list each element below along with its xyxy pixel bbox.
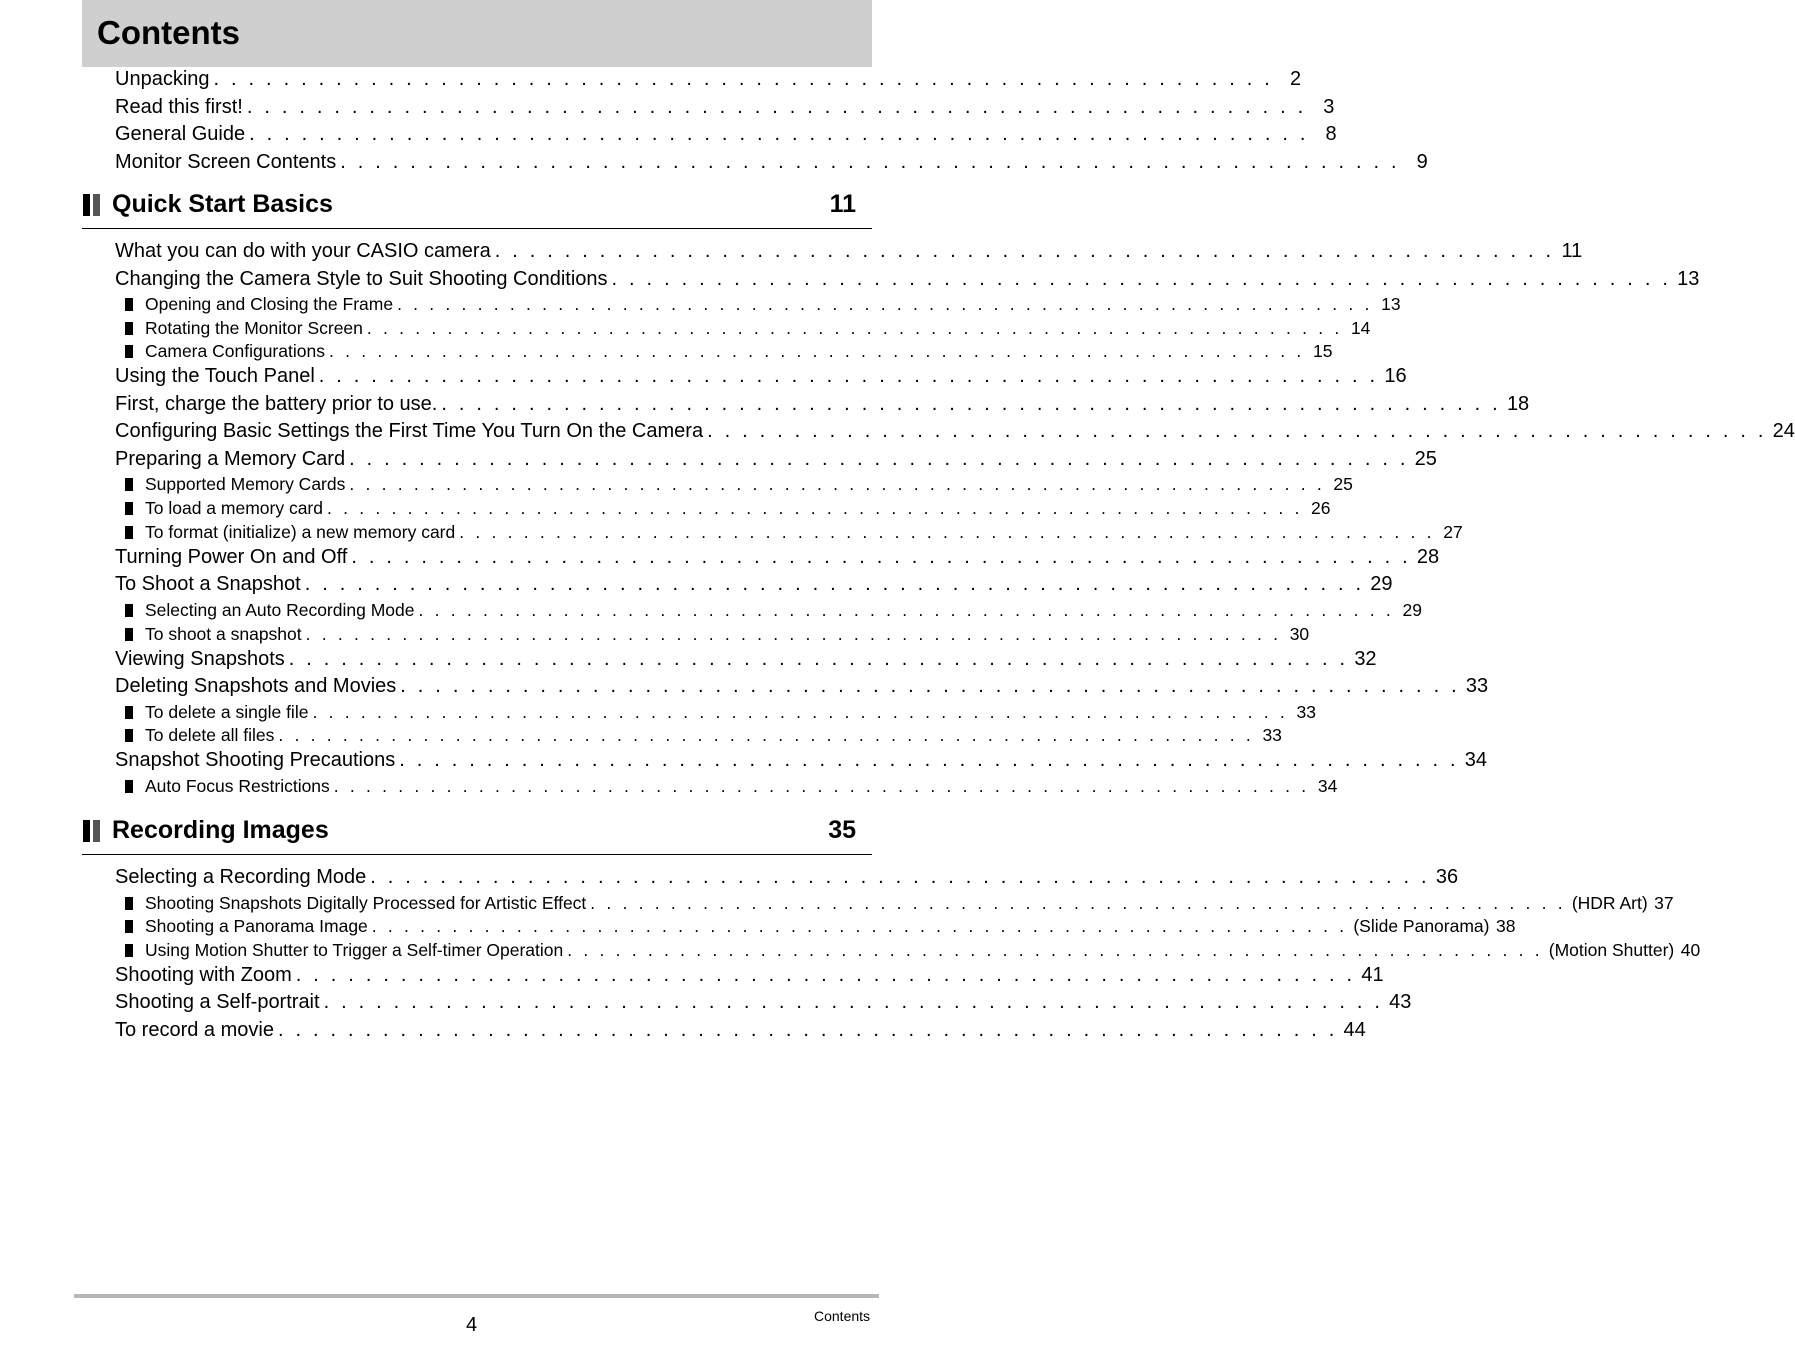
entry-page-number: 44 <box>1343 1018 1366 1041</box>
entry-label: Shooting a Self-portrait <box>115 991 320 1014</box>
entry-page-number: 34 <box>1317 775 1338 796</box>
toc-entry[interactable] <box>115 150 1428 177</box>
dot-leader: . . . . . . . . . . . . . . . . . . . . . . . . . . . . . . . . . . . . . . . . . . . . . . . . . . . . . . . . . . . . . <box>351 545 1411 568</box>
entry-label: Rotating the Monitor Screen <box>145 317 363 338</box>
entry-label: Changing the Camera Style to Suit Shooting Conditions <box>115 267 608 290</box>
section-page-number: 35 <box>828 816 856 844</box>
dot-leader: . . . . . . . . . . . . . . . . . . . . . . . . . . . . . . . . . . . . . . . . . . . . . . . . . . . . . . . . . . . . . <box>400 675 1460 697</box>
entry-page-number: 37 <box>1654 892 1674 913</box>
dot-leader: . . . . . . . . . . . . . . . . . . . . . . . . . . . . . . . . . . . . . . . . . . . . . . . . . . . . . . . . . . . . . <box>295 963 1356 986</box>
section-title: Quick Start Basics <box>112 190 333 218</box>
square-bullet-icon <box>125 706 133 719</box>
dot-leader: . . . . . . . . . . . . . . . . . . . . . . . . . . . . . . . . . . . . . . . . . . . . . . . . . . . . . . . . . . . . . <box>318 365 1379 388</box>
entry-page-number: 29 <box>1370 573 1393 596</box>
square-bullet-icon <box>125 729 133 742</box>
page-title: Contents <box>97 14 240 51</box>
entry-label: Shooting Snapshots Digitally Processed for Artistic Effect <box>145 892 587 913</box>
square-bullet-icon <box>125 298 133 311</box>
dot-leader: . . . . . . . . . . . . . . . . . . . . . . . . . . . . . . . . . . . . . . . . . . . . . . . . . . . . . . . . . . . . . <box>418 599 1394 620</box>
toc-subentry[interactable] <box>125 294 1401 320</box>
entry-page-number: 33 <box>1262 725 1282 746</box>
square-bullet-icon <box>125 920 133 933</box>
entry-label: Using the Touch Panel <box>115 365 315 388</box>
toc-subentry[interactable] <box>125 498 1331 524</box>
section-page-number: 11 <box>829 190 856 218</box>
dot-leader: . . . . . . . . . . . . . . . . . . . . . . . . . . . . . . . . . . . . . . . . . . . . . . . . . . . . . . . . . . . . . <box>371 916 1348 937</box>
dot-leader: . . . . . . . . . . . . . . . . . . . . . . . . . . . . . . . . . . . . . . . . . . . . . . . . . . . . . . . . . . . . . <box>304 573 1365 596</box>
entry-label: Shooting a Panorama Image <box>145 916 368 937</box>
entry-label: Monitor Screen Contents <box>115 150 337 173</box>
entry-page-number: 25 <box>1414 447 1437 470</box>
entry-label: To delete all files <box>145 725 275 746</box>
entry-mode-name: (HDR Art) <box>1571 892 1648 913</box>
dot-leader: . . . . . . . . . . . . . . . . . . . . . . . . . . . . . . . . . . . . . . . . . . . . . . . . . . . . . . . . . . . . . <box>567 939 1543 960</box>
square-bullet-icon <box>125 780 133 793</box>
entry-label: First, charge the battery prior to use. <box>115 392 438 415</box>
section-marker-icon <box>83 194 103 216</box>
toc-entry[interactable] <box>115 991 1412 1017</box>
entry-page-number: 15 <box>1313 341 1333 362</box>
dot-leader: . . . . . . . . . . . . . . . . . . . . . . . . . . . . . . . . . . . . . . . . . . . . . . . . . . . . . . . . . . . . . <box>327 498 1303 519</box>
entry-page-number: 25 <box>1333 474 1353 495</box>
dot-leader: . . . . . . . . . . . . . . . . . . . . . . . . . . . . . . . . . . . . . . . . . . . . . . . . . . . . . . . . . . . . . <box>397 294 1373 314</box>
dot-leader: . . . . . . . . . . . . . . . . . . . . . . . . . . . . . . . . . . . . . . . . . . . . . . . . . . . . . . . . . . . . . <box>459 521 1435 542</box>
entry-label: Viewing Snapshots <box>115 647 285 670</box>
entry-label: Read this first! <box>115 95 243 118</box>
entry-page-number: 33 <box>1296 701 1316 722</box>
toc-subentry[interactable] <box>125 474 1353 500</box>
dot-leader: . . . . . . . . . . . . . . . . . . . . . . . . . . . . . . . . . . . . . . . . . . . . . . . . . . . . . . . . . . . . . <box>707 420 1767 443</box>
dot-leader: . . . . . . . . . . . . . . . . . . . . . . . . . . . . . . . . . . . . . . . . . . . . . . . . . . . . . . . . . . . . . <box>213 68 1274 90</box>
toc-entry[interactable] <box>115 68 1302 94</box>
dot-leader: . . . . . . . . . . . . . . . . . . . . . . . . . . . . . . . . . . . . . . . . . . . . . . . . . . . . . . . . . . . . . <box>366 317 1343 338</box>
entry-page-number: 8 <box>1325 123 1337 145</box>
entry-label: Turning Power On and Off <box>115 545 348 568</box>
toc-subentry[interactable] <box>125 341 1333 367</box>
toc-subentry[interactable] <box>125 892 1674 919</box>
entry-page-number: 24 <box>1772 420 1795 443</box>
toc-entry[interactable] <box>115 447 1437 474</box>
section-heading[interactable] <box>82 818 872 855</box>
dot-leader: . . . . . . . . . . . . . . . . . . . . . . . . . . . . . . . . . . . . . . . . . . . . . . . . . . . . . . . . . . . . . <box>370 866 1430 888</box>
toc-entry[interactable] <box>115 573 1393 599</box>
entry-label: What you can do with your CASIO camera <box>115 240 491 262</box>
toc-entry[interactable] <box>115 647 1377 674</box>
entry-label: To Shoot a Snapshot <box>115 573 301 596</box>
square-bullet-icon <box>125 944 133 957</box>
entry-label: Snapshot Shooting Precautions <box>115 749 396 772</box>
entry-mode-name: (Motion Shutter) <box>1548 939 1675 960</box>
toc-entry[interactable] <box>115 365 1407 391</box>
entry-label: General Guide <box>115 123 246 145</box>
entry-label: To format (initialize) a new memory card <box>145 521 456 542</box>
dot-leader: . . . . . . . . . . . . . . . . . . . . . . . . . . . . . . . . . . . . . . . . . . . . . . . . . . . . . . . . . . . . . <box>494 240 1555 262</box>
toc-subentry[interactable] <box>125 317 1371 344</box>
entry-page-number: 36 <box>1435 866 1459 888</box>
entry-label: Unpacking <box>115 68 210 90</box>
square-bullet-icon <box>125 345 133 358</box>
footer-page-number: 4 <box>466 1314 478 1336</box>
dot-leader: . . . . . . . . . . . . . . . . . . . . . . . . . . . . . . . . . . . . . . . . . . . . . . . . . . . . . . . . . . . . . <box>349 474 1325 495</box>
entry-page-number: 29 <box>1402 599 1422 620</box>
entry-page-number: 13 <box>1381 294 1401 314</box>
section-heading[interactable] <box>82 192 872 229</box>
toc-entry[interactable] <box>115 1018 1366 1045</box>
toc-entry[interactable] <box>115 420 1795 446</box>
entry-label: Auto Focus Restrictions <box>145 775 330 796</box>
entry-page-number: 30 <box>1289 623 1310 644</box>
toc-subentry[interactable] <box>125 521 1463 548</box>
square-bullet-icon <box>125 897 133 910</box>
square-bullet-icon <box>125 478 133 491</box>
dot-leader: . . . . . . . . . . . . . . . . . . . . . . . . . . . . . . . . . . . . . . . . . . . . . . . . . . . . . . . . . . . . . <box>323 991 1384 1014</box>
dot-leader: . . . . . . . . . . . . . . . . . . . . . . . . . . . . . . . . . . . . . . . . . . . . . . . . . . . . . . . . . . . . . <box>288 647 1349 670</box>
footer-divider <box>74 1294 879 1298</box>
entry-label: Selecting a Recording Mode <box>115 866 367 888</box>
toc-entry[interactable] <box>115 963 1384 990</box>
entry-page-number: 41 <box>1361 963 1384 986</box>
square-bullet-icon <box>125 604 133 617</box>
dot-leader: . . . . . . . . . . . . . . . . . . . . . . . . . . . . . . . . . . . . . . . . . . . . . . . . . . . . . . . . . . . . . <box>249 123 1309 145</box>
entry-label: Selecting an Auto Recording Mode <box>145 599 415 620</box>
toc-entry[interactable] <box>115 675 1489 701</box>
entry-label: To delete a single file <box>145 701 309 722</box>
toc-subentry[interactable] <box>125 775 1338 802</box>
dot-leader: . . . . . . . . . . . . . . . . . . . . . . . . . . . . . . . . . . . . . . . . . . . . . . . . . . . . . . . . . . . . . <box>305 623 1282 644</box>
square-bullet-icon <box>125 628 133 641</box>
entry-page-number: 32 <box>1354 647 1377 670</box>
toc-entry[interactable] <box>115 392 1530 419</box>
entry-label: Deleting Snapshots and Movies <box>115 675 397 697</box>
entry-page-number: 11 <box>1561 240 1583 262</box>
square-bullet-icon <box>125 322 133 335</box>
toc-entry[interactable] <box>115 240 1583 266</box>
toc-entry[interactable] <box>115 267 1700 294</box>
dot-leader: . . . . . . . . . . . . . . . . . . . . . . . . . . . . . . . . . . . . . . . . . . . . . . . . . . . . . . . . . . . . . <box>611 267 1672 290</box>
dot-leader: . . . . . . . . . . . . . . . . . . . . . . . . . . . . . . . . . . . . . . . . . . . . . . . . . . . . . . . . . . . . . <box>441 392 1501 415</box>
toc-subentry[interactable] <box>125 916 1516 942</box>
entry-label: Shooting with Zoom <box>115 963 292 986</box>
entry-page-number: 33 <box>1465 675 1489 697</box>
entry-label: To record a movie <box>115 1018 274 1041</box>
toc-entry[interactable] <box>115 545 1440 572</box>
entry-page-number: 16 <box>1384 365 1407 388</box>
entry-label: Preparing a Memory Card <box>115 447 346 470</box>
entry-page-number: 9 <box>1416 150 1428 173</box>
entry-page-number: 38 <box>1496 916 1516 937</box>
dot-leader: . . . . . . . . . . . . . . . . . . . . . . . . . . . . . . . . . . . . . . . . . . . . . . . . . . . . . . . . . . . . . <box>312 701 1288 722</box>
entry-mode-name: (Slide Panorama) <box>1353 916 1490 937</box>
toc-entry[interactable] <box>115 749 1488 775</box>
entry-page-number: 43 <box>1389 991 1412 1014</box>
entry-page-number: 40 <box>1680 939 1701 960</box>
entry-label: Configuring Basic Settings the First Time You Turn On the Camera <box>115 420 704 443</box>
toc-subentry[interactable] <box>125 939 1701 966</box>
dot-leader: . . . . . . . . . . . . . . . . . . . . . . . . . . . . . . . . . . . . . . . . . . . . . . . . . . . . . . . . . . . . . <box>349 447 1409 470</box>
square-bullet-icon <box>125 502 133 515</box>
entry-label: Supported Memory Cards <box>145 474 346 495</box>
dot-leader: . . . . . . . . . . . . . . . . . . . . . . . . . . . . . . . . . . . . . . . . . . . . . . . . . . . . . . . . . . . . . <box>278 725 1254 746</box>
toc-entry[interactable] <box>115 95 1335 122</box>
entry-label: To load a memory card <box>145 498 323 519</box>
toc-subentry[interactable] <box>125 599 1422 626</box>
dot-leader: . . . . . . . . . . . . . . . . . . . . . . . . . . . . . . . . . . . . . . . . . . . . . . . . . . . . . . . . . . . . . <box>246 95 1307 118</box>
toc-subentry[interactable] <box>125 701 1316 728</box>
toc-subentry[interactable] <box>125 623 1310 650</box>
entry-page-number: 18 <box>1506 392 1530 415</box>
entry-page-number: 3 <box>1323 95 1335 118</box>
dot-leader: . . . . . . . . . . . . . . . . . . . . . . . . . . . . . . . . . . . . . . . . . . . . . . . . . . . . . . . . . . . . . <box>333 775 1310 796</box>
title-bar <box>82 0 872 67</box>
dot-leader: . . . . . . . . . . . . . . . . . . . . . . . . . . . . . . . . . . . . . . . . . . . . . . . . . . . . . . . . . . . . . <box>277 1018 1338 1041</box>
entry-label: Using Motion Shutter to Trigger a Self-timer Operation <box>145 939 564 960</box>
entry-page-number: 27 <box>1443 521 1463 542</box>
section-title: Recording Images <box>112 816 329 844</box>
toc-entry[interactable] <box>115 866 1459 892</box>
dot-leader: . . . . . . . . . . . . . . . . . . . . . . . . . . . . . . . . . . . . . . . . . . . . . . . . . . . . . . . . . . . . . <box>328 341 1305 362</box>
entry-page-number: 34 <box>1464 749 1488 772</box>
section-marker-icon <box>83 820 103 842</box>
dot-leader: . . . . . . . . . . . . . . . . . . . . . . . . . . . . . . . . . . . . . . . . . . . . . . . . . . . . . . . . . . . . . <box>399 749 1459 772</box>
entry-label: Opening and Closing the Frame <box>145 294 394 314</box>
dot-leader: . . . . . . . . . . . . . . . . . . . . . . . . . . . . . . . . . . . . . . . . . . . . . . . . . . . . . . . . . . . . . <box>340 150 1400 173</box>
entry-page-number: 13 <box>1677 267 1700 290</box>
toc-subentry[interactable] <box>125 725 1282 751</box>
entry-page-number: 2 <box>1289 68 1302 90</box>
entry-page-number: 26 <box>1311 498 1331 519</box>
toc-entry[interactable] <box>115 123 1337 149</box>
dot-leader: . . . . . . . . . . . . . . . . . . . . . . . . . . . . . . . . . . . . . . . . . . . . . . . . . . . . . . . . . . . . . <box>590 892 1566 913</box>
footer-section-label: Contents <box>814 1308 871 1324</box>
entry-label: To shoot a snapshot <box>145 623 302 644</box>
entry-page-number: 14 <box>1350 317 1371 338</box>
entry-label: Camera Configurations <box>145 341 325 362</box>
square-bullet-icon <box>125 526 133 539</box>
entry-page-number: 28 <box>1416 545 1440 568</box>
